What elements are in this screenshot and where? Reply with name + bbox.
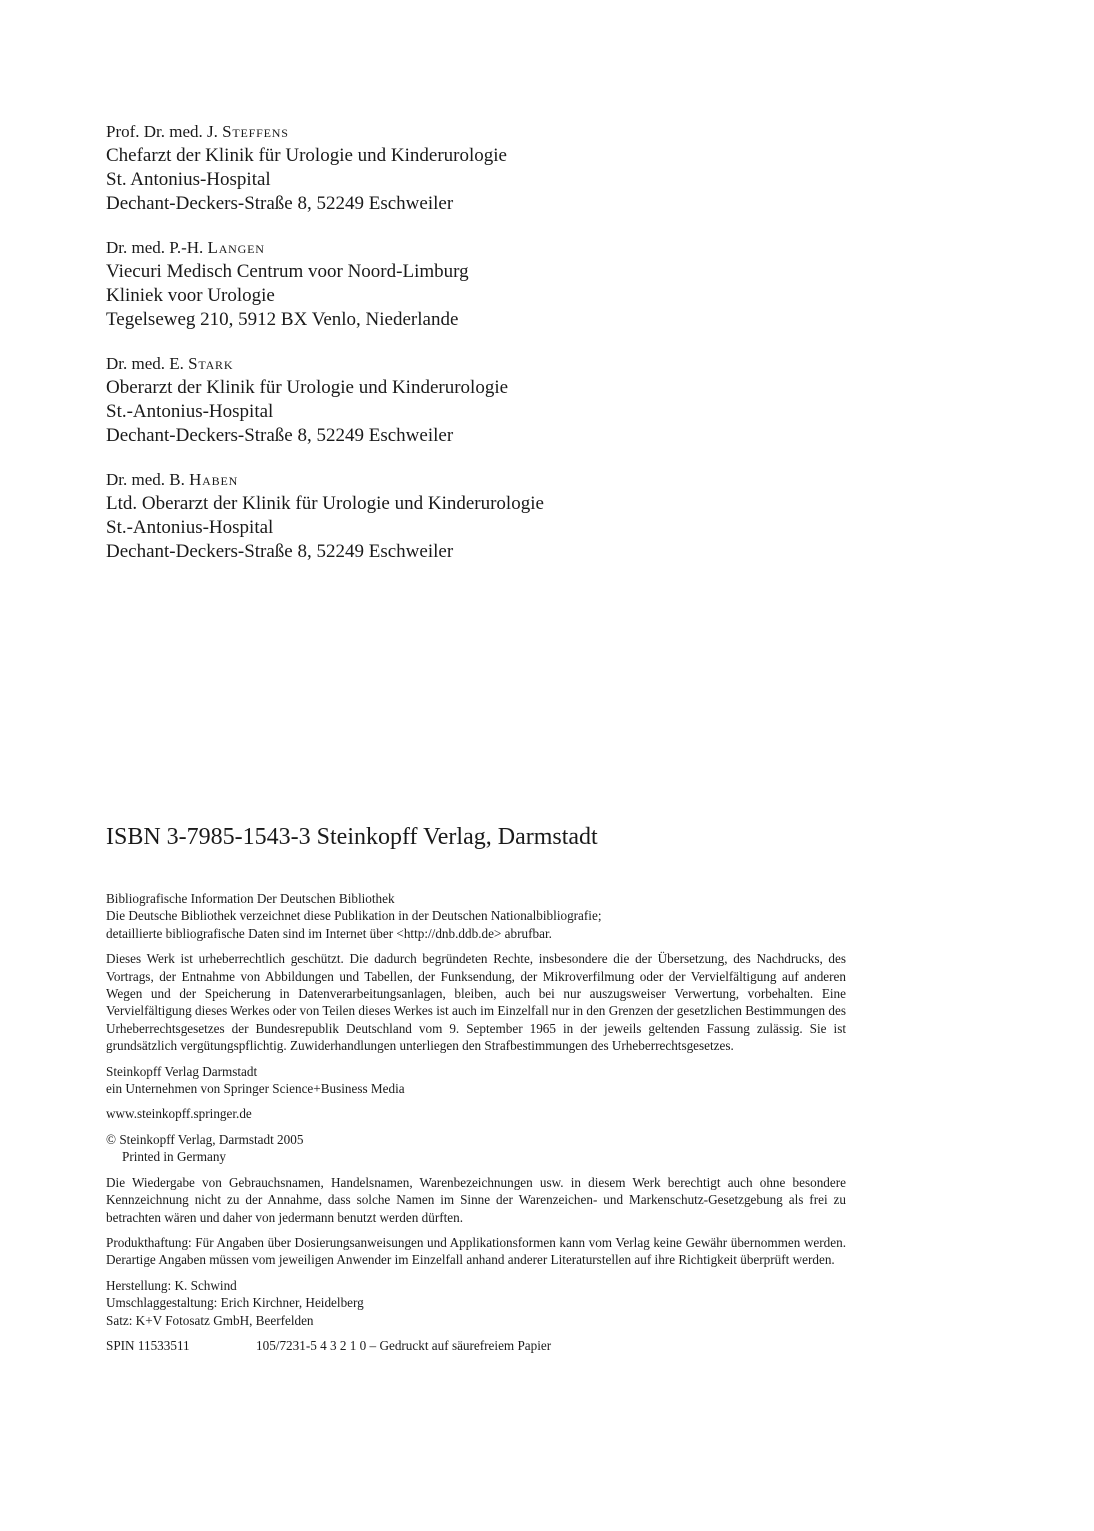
imprint-block <box>106 882 846 1354</box>
copyright-line: © Steinkopff Verlag, Darmstadt 2005 <box>106 1131 304 1147</box>
print-info: 105/7231-5 4 3 2 1 0 – Gedruckt auf säurefreiem Papier <box>256 1337 552 1353</box>
author-address: Tegelseweg 210, 5912 BX Venlo, Niederlande <box>106 309 459 330</box>
author-stark <box>106 352 806 448</box>
author-steffens <box>106 120 806 216</box>
publisher-name: Steinkopff Verlag Darmstadt <box>106 1063 258 1079</box>
trademark-notice: Die Wiedergabe von Gebrauchsnamen, Handelsnamen, Warenbezeichnungen usw. in diesem Werk berechtigt auch ohne besondere Kennzeichnung nicht zu der Annahme, dass solche Namen im Sinne der Warenzeichen- und Markenschutz-Gesetzgebung als frei zu betrachten wären und daher von jedermann benutzt werden dürften. <box>106 1174 846 1225</box>
author-position: Ltd. Oberarzt der Klinik für Urologie und Kinderurologie <box>106 493 544 514</box>
bibliographic-heading: Bibliografische Information Der Deutschen Bibliothek <box>106 891 395 906</box>
author-institution: St.-Antonius-Hospital <box>106 401 274 422</box>
author-surname: Langen <box>207 238 265 257</box>
author-surname: Stark <box>188 354 234 373</box>
author-name <box>106 468 806 492</box>
author-address: Dechant-Deckers-Straße 8, 52249 Eschweiler <box>106 193 454 214</box>
author-title: Dr. med. P.-H. <box>106 238 208 257</box>
author-institution: St.-Antonius-Hospital <box>106 517 274 538</box>
production-line: Satz: K+V Fotosatz GmbH, Beerfelden <box>106 1312 314 1328</box>
liability-notice: Produkthaftung: Für Angaben über Dosierungsanweisungen und Applikationsformen kann vom Verlag keine Gewähr übernommen werden. Derartige Angaben müssen vom jeweiligen Anwender im Einzelfall anhand anderer Literaturstellen auf ihre Richtigkeit überprüft werden. <box>106 1234 846 1268</box>
author-name <box>106 120 806 144</box>
author-title: Prof. Dr. med. J. <box>106 122 223 141</box>
author-surname: Haben <box>189 470 239 489</box>
isbn-line: ISBN 3-7985-1543-3 Steinkopff Verlag, Darmstadt <box>106 824 598 850</box>
spin-row <box>106 1337 846 1354</box>
production-line: Umschlaggestaltung: Erich Kirchner, Heidelberg <box>106 1295 364 1311</box>
spin-number: SPIN 11533511 <box>106 1337 190 1353</box>
printed-in: Printed in Germany <box>122 1149 227 1165</box>
author-langen <box>106 236 806 332</box>
author-title: Dr. med. E. <box>106 354 189 373</box>
author-name <box>106 352 806 376</box>
production-line: Herstellung: K. Schwind <box>106 1277 237 1293</box>
author-position: Oberarzt der Klinik für Urologie und Kinderurologie <box>106 377 509 398</box>
bibliographic-line: detaillierte bibliografische Daten sind im Internet über <http://dnb.ddb.de> abrufbar. <box>106 925 552 941</box>
publisher-parent: ein Unternehmen von Springer Science+Business Media <box>106 1081 405 1097</box>
author-name <box>106 236 806 260</box>
author-title: Dr. med. B. <box>106 470 190 489</box>
author-list <box>106 120 806 584</box>
author-haben <box>106 468 806 564</box>
author-position: Viecuri Medisch Centrum voor Noord-Limburg <box>106 261 469 282</box>
author-address: Dechant-Deckers-Straße 8, 52249 Eschweiler <box>106 541 454 562</box>
copyright-notice: Dieses Werk ist urheberrechtlich geschützt. Die dadurch begründeten Rechte, insbesondere die der Übersetzung, des Nachdrucks, des Vortrags, der Entnahme von Abbildungen und Tabellen, der Funksendung, der Mikroverfilmung oder der Vervielfältigung auf anderen Wegen und der Speicherung in Datenverarbeitungsanlagen, bleiben, auch bei nur auszugsweiser Verwertung, vorbehalten. Eine Vervielfältigung dieses Werkes oder von Teilen dieses Werkes ist auch im Einzelfall nur in den Grenzen der gesetzlichen Bestimmungen des Urheberrechtsgesetzes der Bundesrepublik Deutschland vom 9. September 1965 in der jeweils geltenden Fassung zulässig. Sie ist grundsätzlich vergütungspflichtig. Zuwiderhandlungen unterliegen den Strafbestimmungen des Urheberrechtsgesetzes. <box>106 951 846 1054</box>
bibliographic-line: Die Deutsche Bibliothek verzeichnet diese Publikation in der Deutschen Nationalbibliografie; <box>106 908 602 924</box>
author-address: Dechant-Deckers-Straße 8, 52249 Eschweiler <box>106 425 454 446</box>
author-position: Chefarzt der Klinik für Urologie und Kinderurologie <box>106 145 507 166</box>
author-surname: Steffens <box>222 122 289 141</box>
author-institution: Kliniek voor Urologie <box>106 285 275 306</box>
website-link: www.steinkopff.springer.de <box>106 1106 252 1122</box>
author-institution: St. Antonius-Hospital <box>106 169 271 190</box>
